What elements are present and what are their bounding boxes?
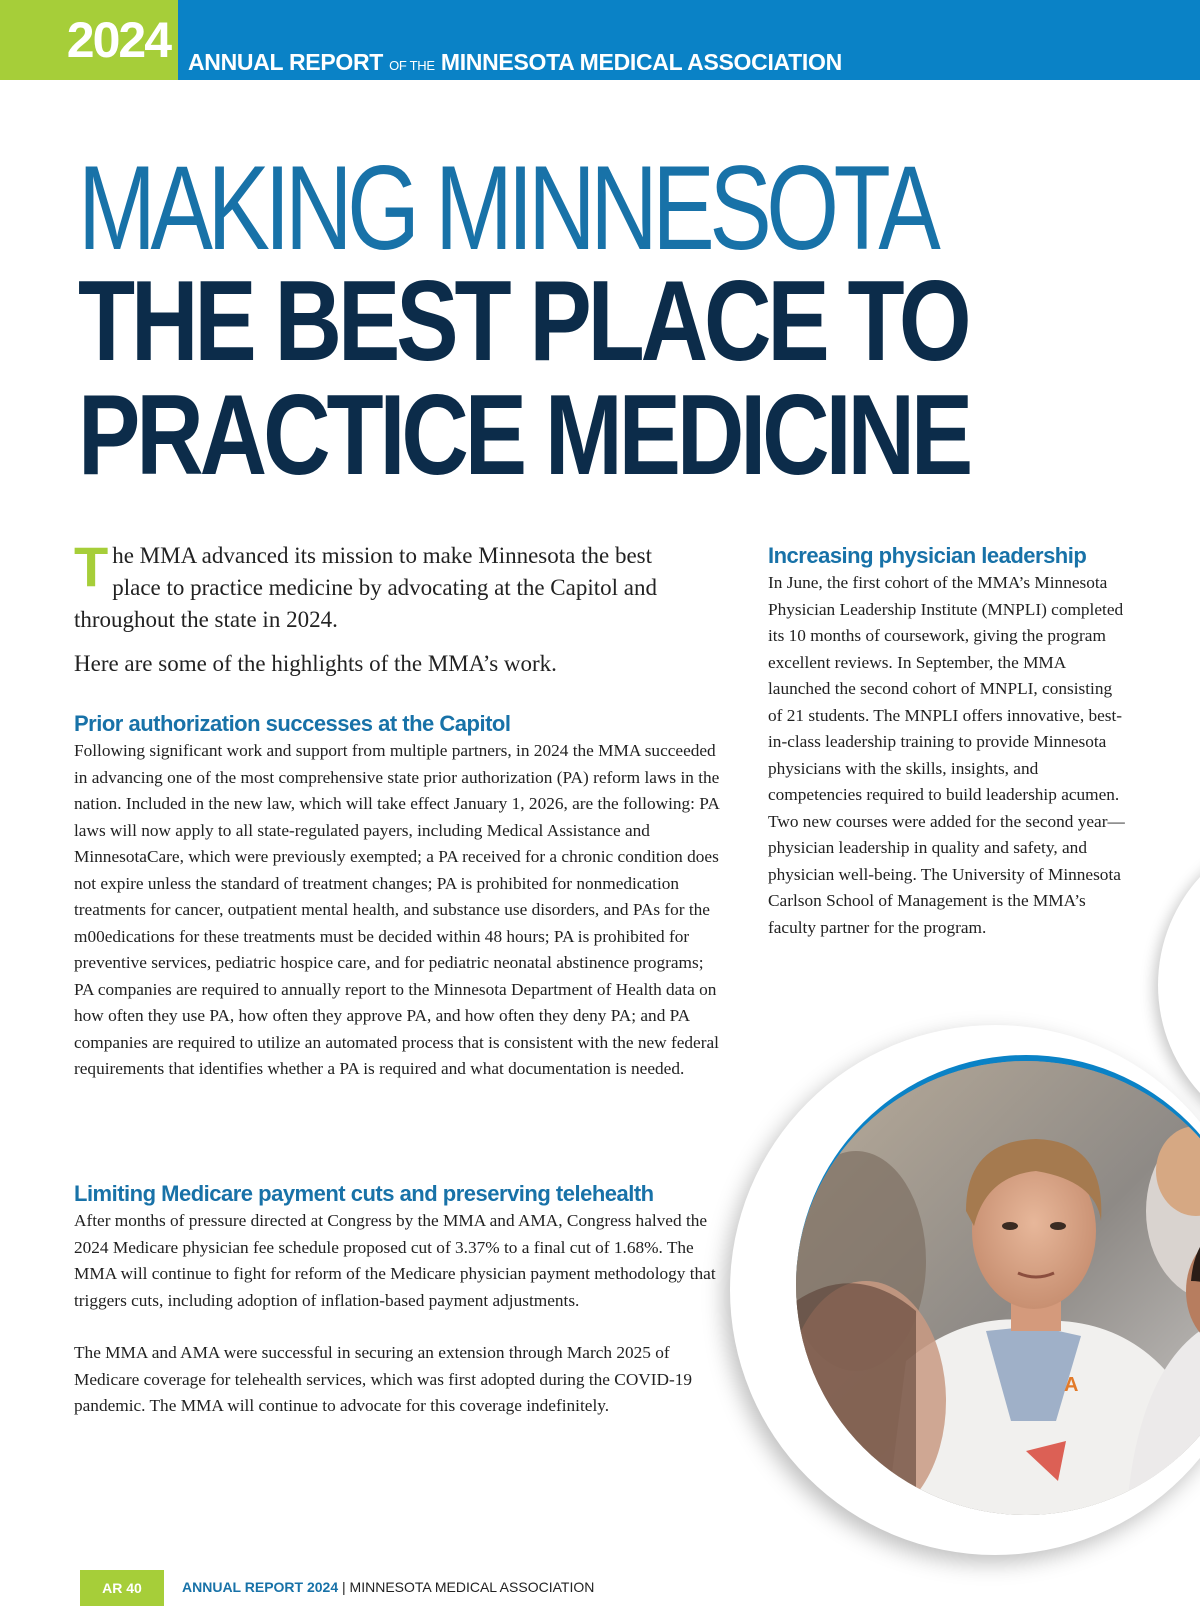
section-body-2: The MMA and AMA were successful in securing an extension through March 2025 of Medicare coverage for telehealth services, which was first adopted during the COVID-19 pandemic. The MMA will continue to advocate for this coverage indefinitely. [74,1343,693,1415]
photo-frame [730,1025,1200,1555]
header-bar [178,0,1200,80]
section-heading: Limiting Medicare payment cuts and preserving telehealth [74,1181,654,1206]
title-line-1: MAKING MINNESOTA [78,141,936,275]
drop-cap: T [74,535,109,598]
photo-illustration [796,1061,1200,1515]
page-number: AR 40 [80,1570,164,1606]
section-prior-authorization [74,710,724,1083]
section-body: After months of pressure directed at Congress by the MMA and AMA, Congress halved the 2024 Medicare physician fee schedule proposed cut of 3.37% to a final cut of 1.68%. The MMA will continue to fight for reform of the Medicare physician payment methodology that triggers cuts, including adoption of inflation-based payment adjustments. [74,1211,716,1310]
footer-text [182,1579,594,1595]
section-body: In June, the first cohort of the MMA’s Minnesota Physician Leadership Institute (MNPLI) completed its 10 months of coursework, giving the program excellent reviews. In September, the MMA launched the second cohort of MNPLI, consisting of 21 students. The MNPLI offers innovative, best-in-class leadership training to provide Minnesota physicians with the skills, insights, and competencies required to build leadership acumen. Two new courses were added for the second year—physician leadership in quality and safety, and physician well-being. The University of Minnesota Carlson School of Management is the MMA’s faculty partner for the program. [768,573,1125,937]
footer-report: ANNUAL REPORT 2024 [182,1579,339,1595]
report-year: 2024 [0,0,178,80]
photo-medical-students [796,1055,1200,1515]
intro-paragraph-1 [74,535,694,636]
header-of-the: OF THE [389,58,435,73]
title-line-3: PRACTICE MEDICINE [78,372,970,499]
section-leadership [768,542,1128,941]
section-heading: Increasing physician leadership [768,543,1087,568]
section-medicare [74,1180,724,1420]
svg-text:A: A [1064,1374,1079,1396]
intro-text-1: he MMA advanced its mission to make Minnesota the best place to practice medicine by advocating at the Capitol and throughout the state in 2024. [74,543,657,632]
footer-org: MINNESOTA MEDICAL ASSOCIATION [349,1579,595,1595]
intro-paragraph-2: Here are some of the highlights of the MMA’s work. [74,651,557,676]
title-line-2: THE BEST PLACE TO [78,258,968,385]
header-org: MINNESOTA MEDICAL ASSOCIATION [440,49,842,75]
intro [74,535,694,680]
header-title [188,49,842,76]
header-report: ANNUAL REPORT [188,49,384,75]
section-body: Following significant work and support from multiple partners, in 2024 the MMA succeeded in advancing one of the most comprehensive state prior authorization (PA) reform laws in the nation. Included in the new law, which will take effect January 1, 2026, are the following: PA laws will now apply to all state-regulated payers, including Medical Assistance and MinnesotaCare, which were previously exempted; a PA received for a chronic condition does not expire unless the standard of treatment changes; PA is prohibited for nonmedication treatments for cancer, outpatient mental health, and substance use disorders, and PAs for the m00edications for these treatments must be decided within 48 hours; PA is prohibited for preventive services, pediatric hospice care, and for pediatric neonatal abstinence programs; PA companies are required to annually report to the Minnesota Department of Health data on how often they use PA, how often they approve PA, and how often they deny PA; and PA companies are required to utilize an automated process that is consistent with the new federal requirements that identifies whether a PA is required and what documentation is needed. [74,741,720,1078]
title-block [78,258,970,499]
section-heading: Prior authorization successes at the Capitol [74,711,511,736]
footer-separator: | [342,1579,346,1595]
